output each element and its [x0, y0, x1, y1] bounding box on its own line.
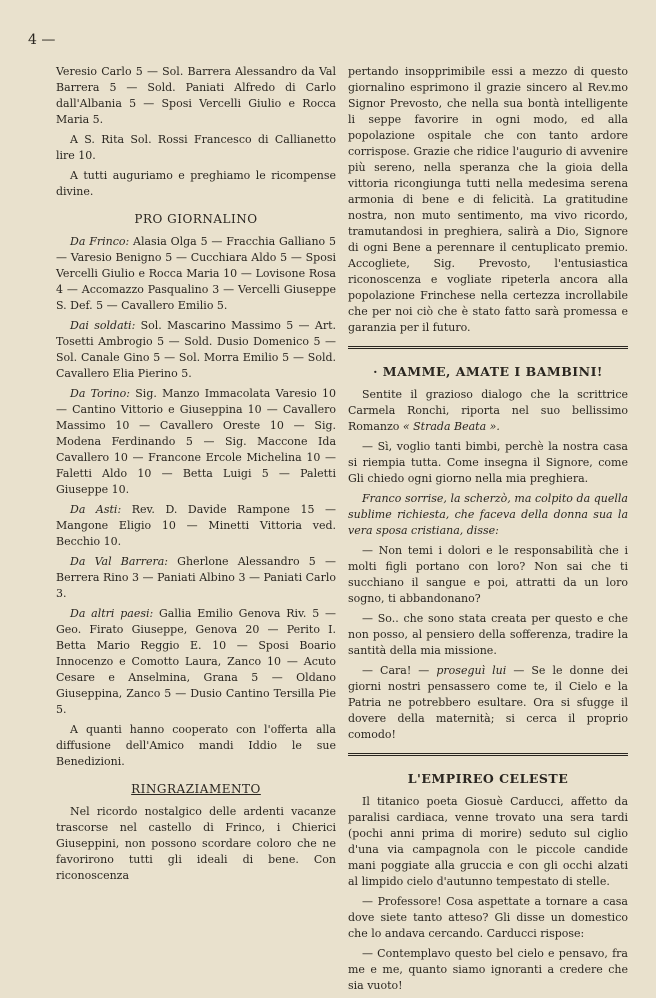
santa-rita-paragraph: A S. Rita Sol. Rossi Francesco di Callianetto lire 10.: [56, 133, 336, 162]
ringraziamento-title: RINGRAZIAMENTO: [131, 782, 261, 796]
page-number: 4 —: [28, 32, 56, 48]
dialogue-text: — Cara! —: [362, 664, 437, 677]
donor-list: Gallia Emilio Genova Riv. 5 — Geo. Firato Giuseppe, Genova 20 — Perito I. Betta Mario Reggio E. 10 — Sposi Boario Innocenzo e Comotto Laura, Zanco 10 — Acuto Cesare e Anselmina, Grana 5 — Oldano Giuseppina, Zanco 5 — Dusio Cantino Tersilla Pie 5.: [56, 607, 336, 716]
mamme-dialogue: — Sì, voglio tanti bimbi, perchè la nostra casa si riempia tutta. Come insegna il Signore, come Gli chiedo ogni giorno nella mia preghiera.: [348, 440, 628, 485]
donor-list: Sol. Mascarino Massimo 5 — Art. Tosetti Ambrogio 5 — Sold. Dusio Domenico 5 — Sol. Canale Gino 5 — Sol. Morra Emilio 5 — Sold. Cavallero Elia Pierino 5.: [56, 319, 337, 380]
giornalino-altri-paesi: [56, 606, 336, 718]
donor-list: Sig. Manzo Immacolata Varesio 10 — Cantino Vittorio e Giuseppina 10 — Cavallero Massimo 10 — Cavallero Oreste 10 — Sig. Modena Ferdinando 5 — Sig. Maccone Ida Cavallero 10 — Francone Ercole Michelina 10 — Faletti Aldo 10 — Betta Luigi 5 — Paletti Giuseppe 10.: [56, 387, 336, 496]
donations-paragraph: Veresio Carlo 5 — Sol. Barrera Alessandro da Val Barrera 5 — Sold. Paniati Alfredo di Carlo dall'Albania 5 — Sposi Vercelli Giulio e Rocca Maria 5.: [56, 65, 336, 126]
right-column: [348, 64, 628, 998]
place-label: Da Asti:: [70, 503, 122, 516]
pro-giornalino-title: PRO GIORNALINO: [134, 212, 258, 226]
giornalino-closing: A quanti hanno cooperato con l'offerta alla diffusione dell'Amico mandi Iddio le sue Benedizioni.: [56, 723, 336, 768]
giornalino-asti: [56, 502, 336, 550]
donor-list: Alasia Olga 5 — Fracchia Galliano 5 — Varesio Benigno 5 — Cucchiara Aldo 5 — Sposi Vercelli Giulio e Rocca Maria 10 — Lovisone Rosa 4 — Accomazzo Pasqualino 3 — Vercelli Giuseppe S. Def. 5 — Cavallero Emilio 5.: [56, 235, 336, 312]
dialogue-text: — Se le donne dei giorni nostri pensassero come te, il Cielo e la Patria ne potrebbero esultare. Ora si sfugge il dovere della maternità; si cerca il proprio comodo!: [348, 664, 629, 741]
empireo-title: L'EMPIREO CELESTE: [407, 771, 569, 786]
donor-list: Rev. D. Davide Rampone 15 — Mangone Eligio 10 — Minetti Vittoria ved. Becchio 10.: [56, 503, 337, 548]
giornalino-frinco: [56, 234, 336, 314]
mamme-dialogue: [348, 663, 628, 743]
book-title: « Strada Beata ».: [402, 420, 500, 433]
intro-text: Sentite il grazioso dialogo che la scrittrice Carmela Ronchi, riporta nel suo bellissimo Romanzo: [348, 388, 628, 433]
empireo-paragraph: Il titanico poeta Giosuè Carducci, affetto da paralisi cardiaca, venne trovato una sera tardi (pochi anni prima di morire) seduto sul ciglio d'una via campagnola con le piccole candide mani poggiate alla gruccia e con gli occhi alzati al limpido cielo d'autunno tempestato di stelle.: [348, 795, 628, 888]
left-column: [56, 64, 336, 888]
mamme-intro: [348, 387, 628, 435]
dialogue-aside: proseguì lui: [436, 664, 507, 677]
giornalino-val-barrera: [56, 554, 336, 602]
place-label: Dai soldati:: [70, 319, 136, 332]
ringraziamento-continuation: pertando insopprimibile essi a mezzo di questo giornalino esprimono il grazie sincero al Rev.mo Signor Prevosto, che nella sua bontà intelligente li seppe favorire in ogni modo, ed alla popolazione ospitale che con tanto ardore corrispose. Grazie che ridice l'augurio di avvenire più sereno, nella speranza che la gioia della vittoria ricongiunga tutti nella medesima serena armonia di bene e di felicità. La gratitudine nostra, non muto sentimento, ma vivo ricordo, tramutandosi in preghiera, salirà a Dio, Signore di ogni Bene a perennare il centuplicato premio. Accogliete, Sig. Prevosto, l'entusiastica riconoscenza e vogliate ripeterla ancora alla popolazione Frinchese nella certezza incrollabile che per noi ciò che è stato fatto sarà promessa e garanzia per il futuro.: [348, 65, 628, 334]
section-divider: [348, 753, 628, 759]
mamme-narration: Franco sorrise, la scherzò, ma colpito da quella sublime richiesta, che faceva della donna sua la vera sposa cristiana, disse:: [348, 492, 628, 537]
giornalino-soldati: [56, 318, 336, 382]
ringraziamento-text: Nel ricordo nostalgico delle ardenti vacanze trascorse nel castello di Frinco, i Chierici Giuseppini, non possono scordare coloro che ne favorirono tutti gli ideali di bene. Con riconoscenza: [56, 805, 336, 882]
donor-list: Gherlone Alessandro 5 — Berrera Rino 3 — Paniati Albino 3 — Paniati Carlo 3.: [56, 555, 336, 600]
place-label: Da Frinco:: [70, 235, 130, 248]
place-label: Da Torino:: [70, 387, 130, 400]
place-label: Da altri paesi:: [70, 607, 154, 620]
empireo-paragraph: — Professore! Cosa aspettate a tornare a casa dove siete tanto atteso? Gli disse un domestico che lo andava cercando. Carducci rispose:: [348, 895, 628, 940]
section-divider: [348, 346, 628, 352]
mamme-dialogue: — So.. che sono stata creata per questo e che non posso, al pensiero della sofferenza, tradire la santità della mia missione.: [348, 612, 628, 657]
mamme-title: · MAMME, AMATE I BAMBINI!: [373, 364, 603, 379]
mamme-dialogue: — Non temi i dolori e le responsabilità che i molti figli portano con loro? Non sai che ti succhiano il sangue e poi, attratti da un loro sogno, ti abbandonano?: [348, 544, 628, 605]
blessing-paragraph: A tutti auguriamo e preghiamo le ricompense divine.: [56, 169, 336, 198]
giornalino-torino: [56, 386, 336, 498]
empireo-paragraph: — Contemplavo questo bel cielo e pensavo, fra me e me, quanto siamo ignoranti a credere che sia vuoto!: [348, 947, 628, 992]
place-label: Da Val Barrera:: [70, 555, 168, 568]
